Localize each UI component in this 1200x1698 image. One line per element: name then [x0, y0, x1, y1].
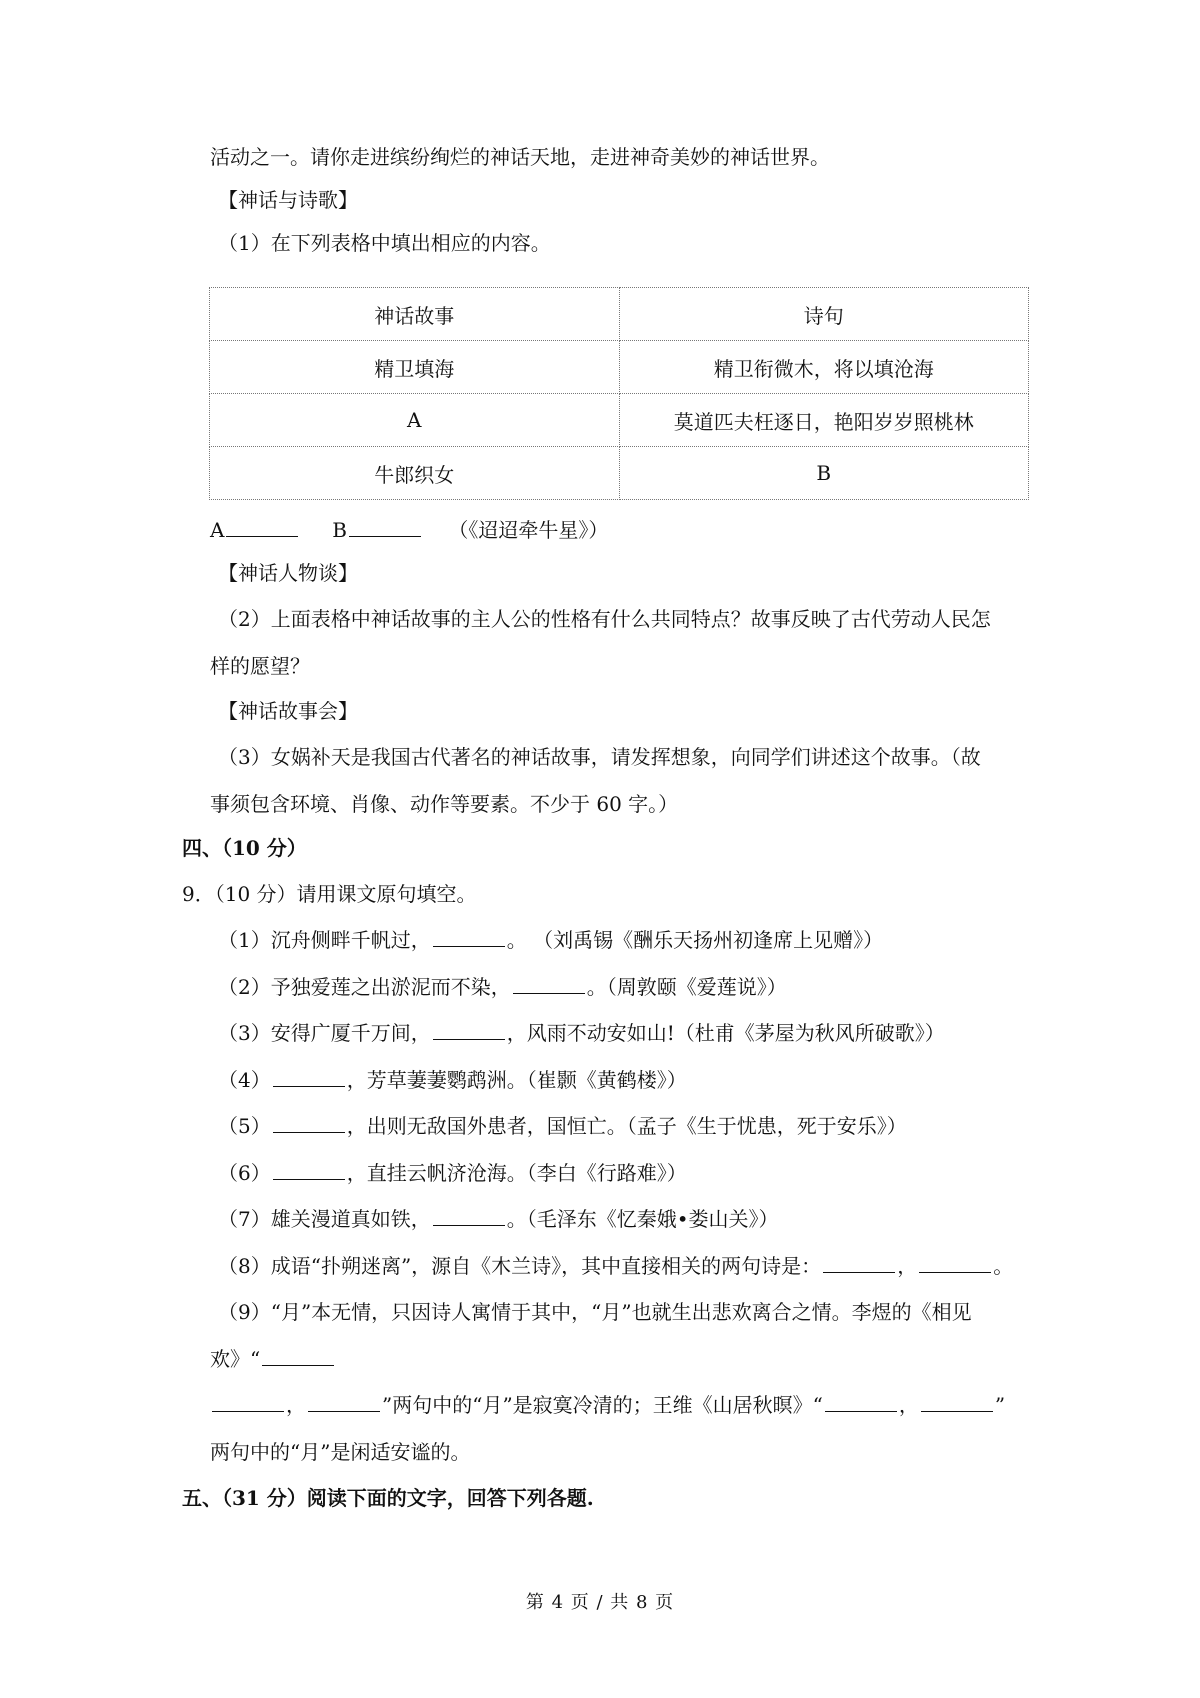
table-cell: 莫道匹夫枉逐日，艳阳岁岁照桃林 [619, 394, 1029, 447]
item-9-line3 [210, 1391, 1005, 1419]
question-3-line2: 事须包含环境、肖像、动作等要素。不少于 60 字。） [210, 792, 679, 816]
item-6 [218, 1159, 687, 1187]
question-2-line2: 样的愿望？ [210, 654, 310, 678]
fill-blank[interactable] [212, 1391, 284, 1412]
answer-b-label: B [332, 518, 347, 542]
table-header-poem: 诗句 [619, 288, 1029, 341]
table-row [210, 447, 1029, 500]
item-text: ” [994, 1393, 1006, 1417]
question-9: 9．（10 分）请用课文原句填空。 [182, 882, 477, 906]
fill-blank[interactable] [273, 1159, 345, 1180]
item-text: （4） [218, 1068, 271, 1092]
item-2 [218, 973, 787, 1001]
item-text: 。 （刘禹锡《酬乐天扬州初逢席上见赠》） [506, 928, 884, 952]
answer-a-label: A [210, 518, 225, 542]
item-1 [218, 926, 883, 954]
item-text: ，出则无敌国外患者，国恒亡。（孟子《生于忧患，死于安乐》） [346, 1114, 907, 1138]
item-text: （7）雄关漫道真如铁， [218, 1207, 431, 1231]
fill-blank[interactable] [433, 1019, 505, 1040]
item-text: ， [898, 1393, 919, 1417]
fill-blank[interactable] [433, 1205, 505, 1226]
item-9-line1: （9）“月”本无情，只因诗人寓情于其中，“月”也就生出悲欢离合之情。李煜的《相见 [218, 1300, 972, 1324]
intro-text: 活动之一。请你走进缤纷绚烂的神话天地，走进神奇美妙的神话世界。 [210, 145, 830, 169]
item-text: 。（周敦颐《爱莲说》） [586, 975, 787, 999]
fill-blank[interactable] [308, 1391, 380, 1412]
question-2-line1: （2）上面表格中神话故事的主人公的性格有什么共同特点？故事反映了古代劳动人民怎 [218, 607, 991, 631]
item-4 [218, 1066, 687, 1094]
fill-blank[interactable] [273, 1112, 345, 1133]
item-text: （6） [218, 1161, 271, 1185]
table-header-story: 神话故事 [210, 288, 620, 341]
item-text: （3）安得广厦千万间， [218, 1021, 431, 1045]
item-7 [218, 1205, 779, 1233]
item-text: ，芳草萋萋鹦鹉洲。（崔颢《黄鹤楼》） [346, 1068, 687, 1092]
table-cell: 牛郎织女 [210, 447, 620, 500]
fill-blank[interactable] [919, 1252, 991, 1273]
fill-blank[interactable] [273, 1066, 345, 1087]
table-cell: A [210, 394, 620, 447]
myth-table [209, 287, 1029, 500]
table-row [210, 341, 1029, 394]
section-5-heading: 五、（31 分）阅读下面的文字，回答下列各题. [182, 1486, 594, 1510]
item-5 [218, 1112, 907, 1140]
answer-line [210, 516, 608, 544]
item-text: ，直挂云帆济沧海。（李白《行路难》） [346, 1161, 687, 1185]
answer-note: （《迢迢牵牛星》） [448, 518, 609, 542]
table-row [210, 394, 1029, 447]
item-text: 。 [993, 1254, 1014, 1278]
item-text: 。（毛泽东《忆秦娥•娄山关》） [506, 1207, 779, 1231]
subheading-story-meeting: 【神话故事会】 [218, 699, 358, 723]
subheading-myth-characters: 【神话人物谈】 [218, 561, 358, 585]
page-footer: 第 4 页 / 共 8 页 [525, 1592, 675, 1613]
item-text: ，风雨不动安如山!（杜甫《茅屋为秋风所破歌》） [506, 1021, 945, 1045]
fill-blank[interactable] [823, 1252, 895, 1273]
question-1: （1）在下列表格中填出相应的内容。 [218, 231, 551, 255]
answer-a-blank[interactable] [226, 516, 298, 537]
answer-b-blank[interactable] [349, 516, 421, 537]
table-cell: B [619, 447, 1029, 500]
fill-blank[interactable] [433, 926, 505, 947]
item-8 [218, 1252, 1013, 1280]
item-9-line4: 两句中的“月”是闲适安谧的。 [210, 1440, 471, 1464]
item-text: （5） [218, 1114, 271, 1138]
fill-blank[interactable] [825, 1391, 897, 1412]
fill-blank[interactable] [513, 973, 585, 994]
item-9-line2 [210, 1345, 336, 1373]
fill-blank[interactable] [262, 1345, 334, 1366]
table-row [210, 288, 1029, 341]
question-3-line1: （3）女娲补天是我国古代著名的神话故事，请发挥想象，向同学们讲述这个故事。（故 [218, 745, 981, 769]
table-cell: 精卫衔微木，将以填沧海 [619, 341, 1029, 394]
item-text: 欢》“ [210, 1347, 261, 1371]
section-4-heading: 四、（10 分） [182, 836, 307, 860]
table-cell: 精卫填海 [210, 341, 620, 394]
item-text: ， [286, 1393, 306, 1417]
item-text: ”两句中的“月”是寂寞冷清的；王维《山居秋暝》“ [382, 1393, 823, 1417]
item-text: （2）予独爱莲之出淤泥而不染， [218, 975, 511, 999]
fill-blank[interactable] [921, 1391, 993, 1412]
subheading-myth-poetry: 【神话与诗歌】 [218, 188, 358, 212]
item-text: （1）沉舟侧畔千帆过， [218, 928, 431, 952]
item-3 [218, 1019, 945, 1047]
item-text: （8）成语“扑朔迷离”，源自《木兰诗》，其中直接相关的两句诗是： [218, 1254, 822, 1278]
item-text: ， [897, 1254, 918, 1278]
